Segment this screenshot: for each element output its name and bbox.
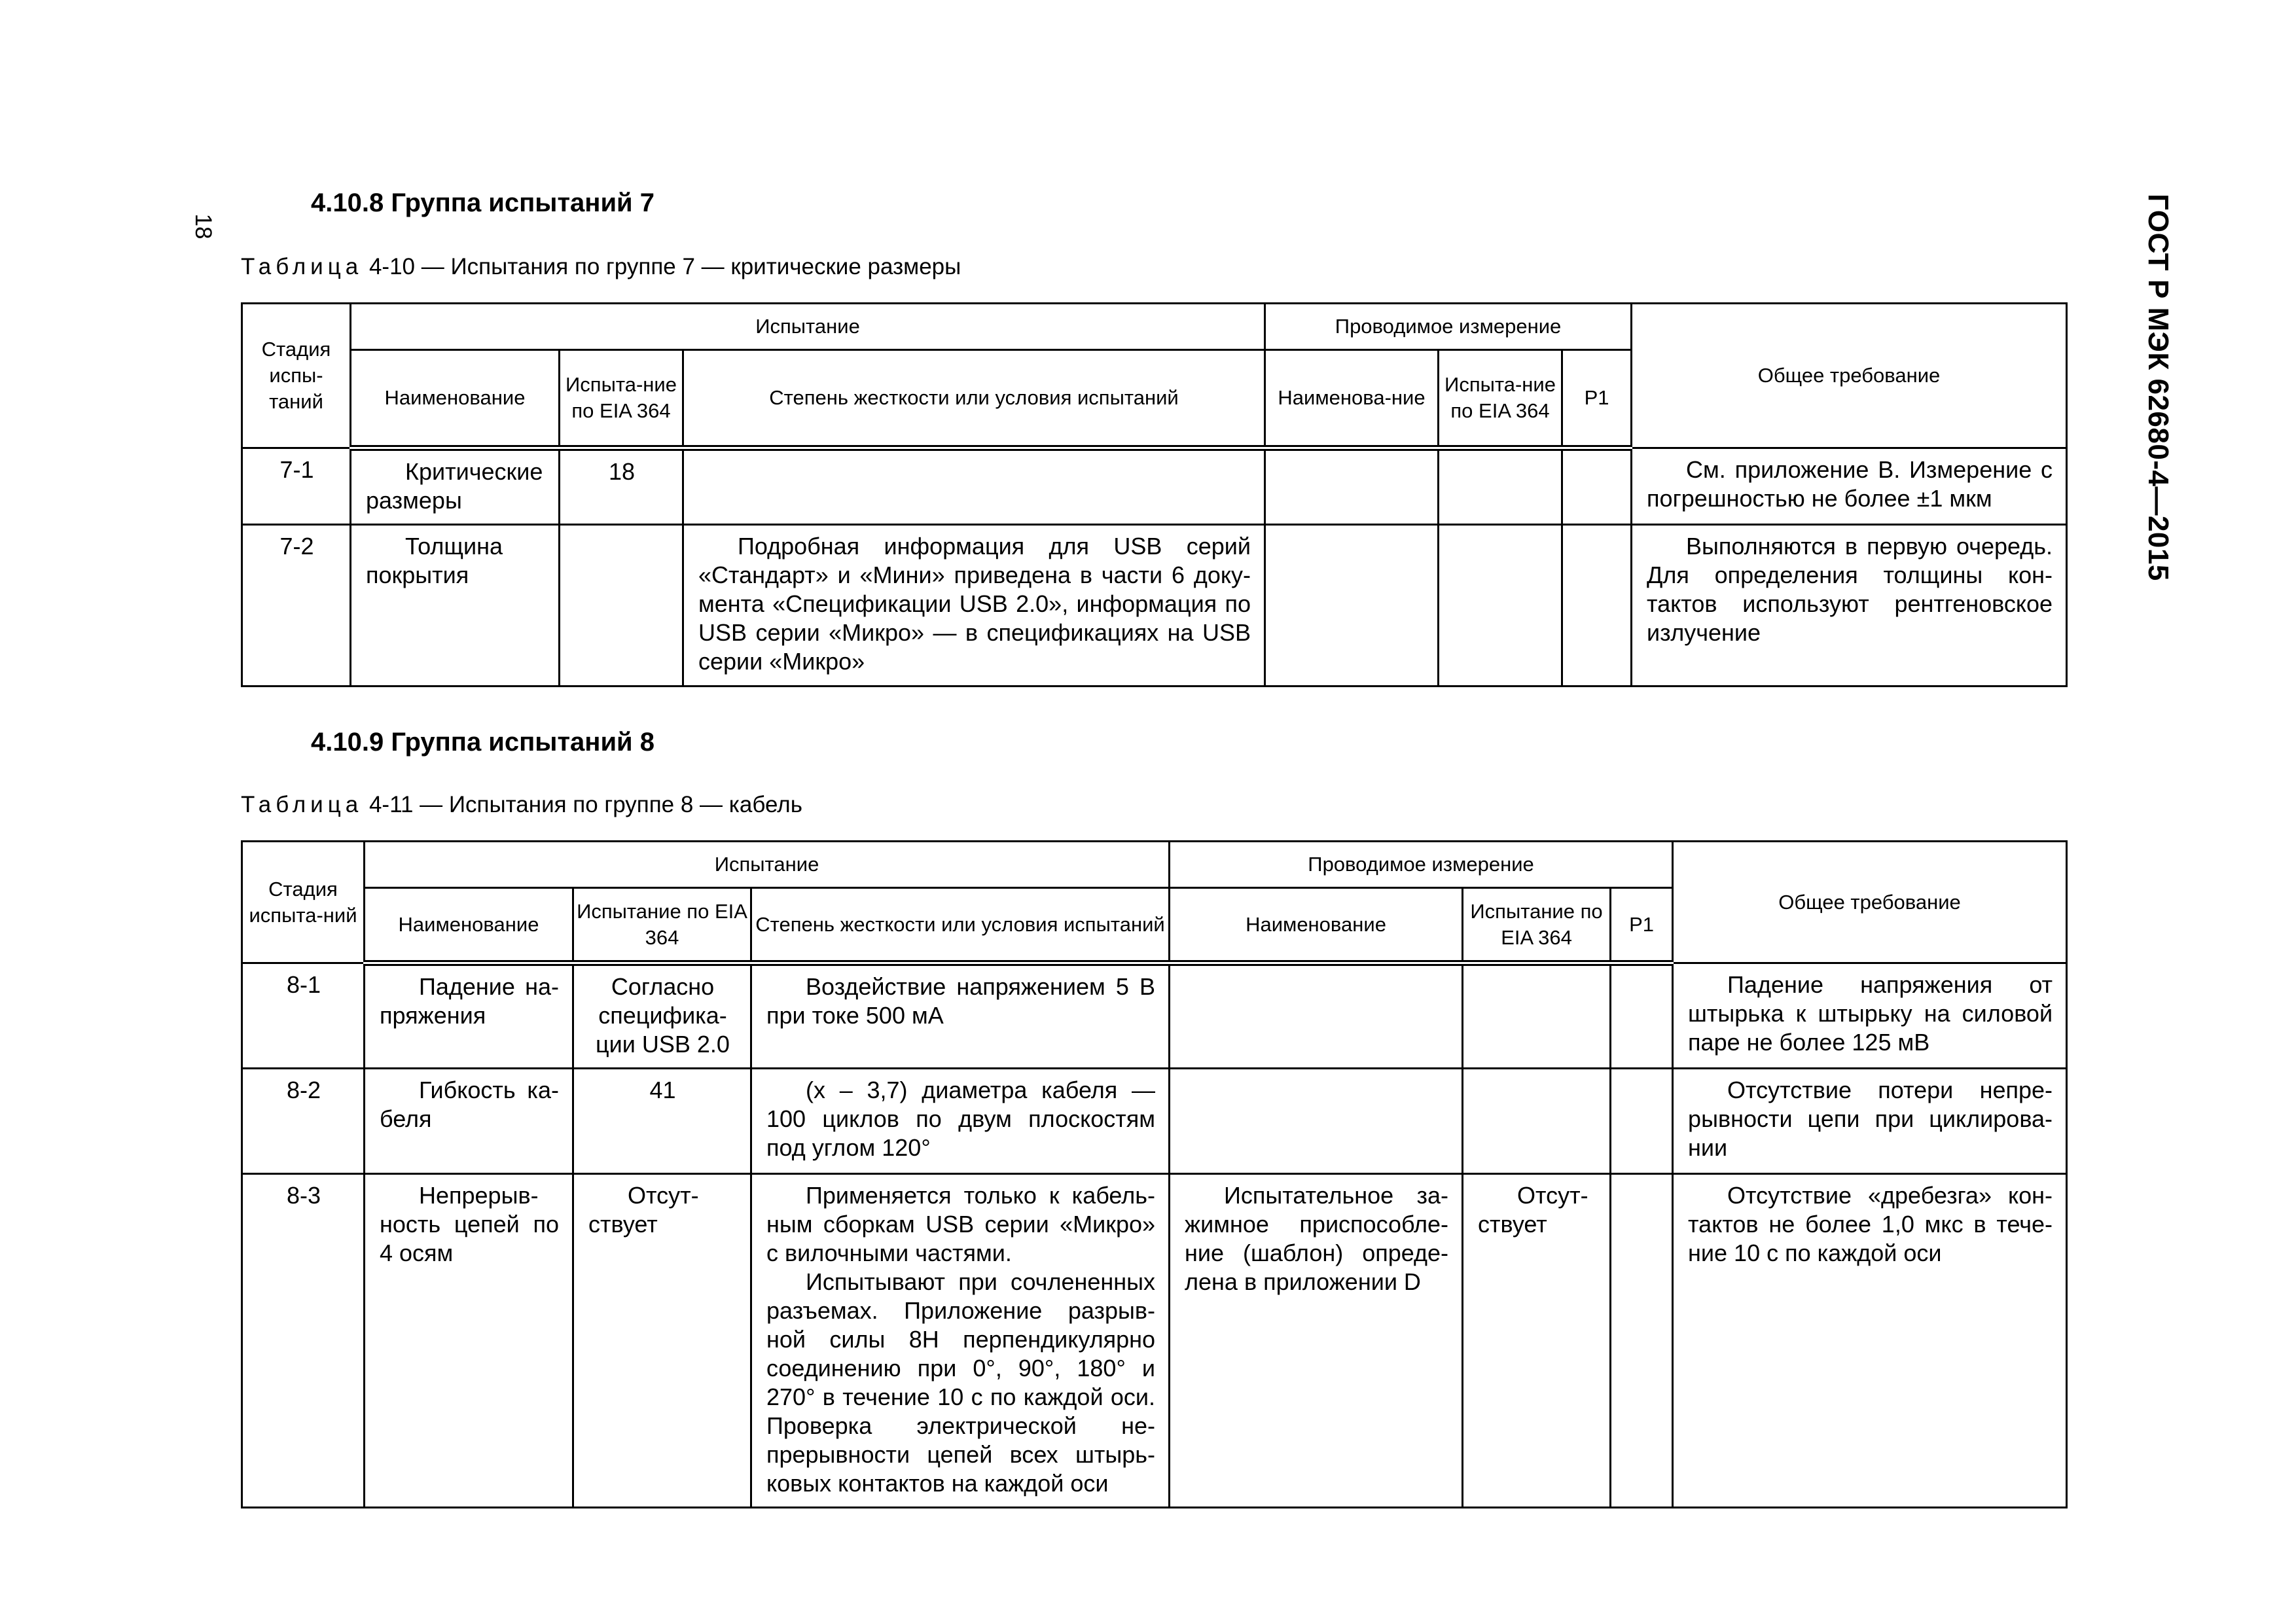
cell-stage: 8-3 (242, 1174, 365, 1508)
cell-name: Гибкость ка-беля (365, 1069, 573, 1174)
cell-p1 (1611, 1174, 1673, 1508)
header-meas-name: Наименова-ние (1265, 350, 1439, 448)
cell-meas-eia: Отсут-ствует (1463, 1174, 1611, 1508)
header-name: Наименование (351, 350, 560, 448)
header-meas-eia: Испыта-ние по EIA 364 (1439, 350, 1562, 448)
cell-p1 (1562, 525, 1632, 687)
caption-text: 4-11 — Испытания по группе 8 — кабель (368, 792, 802, 817)
cell-meas-name (1265, 525, 1439, 687)
cell-requirement: Отсутствие «дребезга» кон-тактов не более 1,0 мкс в тече-ние 10 с по каждой оси (1673, 1174, 2067, 1508)
header-measurement: Проводимое измерение (1265, 304, 1632, 350)
document-code: ГОСТ Р МЭК 62680-4—2015 (2142, 194, 2174, 581)
table-4-11 (241, 840, 2068, 1508)
header-p1: P1 (1611, 888, 1673, 963)
cell-eia: 41 (573, 1069, 751, 1174)
cell-eia (560, 525, 683, 687)
cell-stage: 8-2 (242, 1069, 365, 1174)
cell-meas-name (1170, 963, 1463, 1069)
cell-eia: Отсут-ствует (573, 1174, 751, 1508)
cell-severity (751, 1174, 1170, 1508)
cell-severity (683, 448, 1265, 525)
header-meas-name: Наименование (1170, 888, 1463, 963)
cell-name: Критические размеры (351, 448, 560, 525)
header-severity: Степень жесткости или условия испытаний (751, 888, 1170, 963)
severity-paragraph: Испытывают при сочлененных разъемах. Приложение разрыв-ной силы 8Н перпендикулярно соединению при 0°, 90°, 180° и 270° в течение 10 с по каждой оси. Проверка электрической не-прерывности цепей всех штырь-ковых контактов на каждой оси (766, 1268, 1156, 1497)
cell-stage: 7-1 (242, 448, 351, 525)
header-stage: Стадия испы-таний (242, 304, 351, 448)
table-row (242, 525, 2067, 687)
cell-requirement: Отсутствие потери непре-рывности цепи при циклирова-нии (1673, 1069, 2067, 1174)
caption-label: Таблица (241, 254, 363, 279)
table-4-10 (241, 302, 2068, 687)
table-caption-4-10 (241, 254, 961, 280)
cell-name: Падение на-пряжения (365, 963, 573, 1069)
header-severity: Степень жесткости или условия испытаний (683, 350, 1265, 448)
table-row (242, 963, 2067, 1069)
cell-meas-eia (1463, 963, 1611, 1069)
cell-meas-name (1265, 448, 1439, 525)
header-meas-eia: Испытание по EIA 364 (1463, 888, 1611, 963)
cell-meas-name (1170, 1069, 1463, 1174)
cell-p1 (1562, 448, 1632, 525)
cell-eia: 18 (560, 448, 683, 525)
cell-stage: 7-2 (242, 525, 351, 687)
section-heading-4-10-9: 4.10.9 Группа испытаний 8 (311, 728, 655, 757)
cell-eia: Согласно специфика-ции USB 2.0 (573, 963, 751, 1069)
cell-p1 (1611, 1069, 1673, 1174)
header-test: Испытание (351, 304, 1265, 350)
table-caption-4-11 (241, 792, 802, 818)
cell-meas-name: Испытательное за-жимное приспособле-ние (шаблон) опреде-лена в приложении D (1170, 1174, 1463, 1508)
header-stage: Стадия испыта-ний (242, 842, 365, 963)
cell-name: Непрерыв-ность цепей по 4 осям (365, 1174, 573, 1508)
severity-paragraph: Применяется только к кабель-ным сборкам USB серии «Микро» с вилочными частями. (766, 1182, 1156, 1266)
caption-text: 4-10 — Испытания по группе 7 — критические размеры (368, 254, 961, 279)
header-test: Испытание (365, 842, 1170, 888)
cell-meas-eia (1439, 525, 1562, 687)
cell-meas-eia (1463, 1069, 1611, 1174)
cell-severity: (x – 3,7) диаметра кабеля — 100 циклов по двум плоскостям под углом 120° (751, 1069, 1170, 1174)
cell-requirement: Выполняются в первую очередь. Для определения толщины кон-тактов используют рентгеновское излучение (1632, 525, 2067, 687)
header-requirement: Общее требование (1632, 304, 2067, 448)
caption-label: Таблица (241, 792, 363, 817)
cell-meas-eia (1439, 448, 1562, 525)
header-p1: P1 (1562, 350, 1632, 448)
cell-p1 (1611, 963, 1673, 1069)
cell-requirement: См. приложение В. Измерение с погрешностью не более ±1 мкм (1632, 448, 2067, 525)
page-number: 18 (190, 213, 216, 240)
section-heading-4-10-8: 4.10.8 Группа испытаний 7 (311, 188, 655, 217)
table-row (242, 448, 2067, 525)
table-row (242, 1069, 2067, 1174)
cell-requirement: Падение напряжения от штырька к штырьку на силовой паре не более 125 мВ (1673, 963, 2067, 1069)
cell-severity: Воздействие напряжением 5 В при токе 500 мА (751, 963, 1170, 1069)
cell-stage: 8-1 (242, 963, 365, 1069)
header-name: Наименование (365, 888, 573, 963)
cell-severity: Подробная информация для USB серий «Стандарт» и «Мини» приведена в части 6 доку-мента «Спецификации USB 2.0», информация по USB серии «Микро» — в спецификациях на USB серии «Микро» (683, 525, 1265, 687)
header-eia: Испыта-ние по EIA 364 (560, 350, 683, 448)
cell-name: Толщина покрытия (351, 525, 560, 687)
table-row (242, 1174, 2067, 1508)
header-requirement: Общее требование (1673, 842, 2067, 963)
header-measurement: Проводимое измерение (1170, 842, 1673, 888)
header-eia: Испытание по EIA 364 (573, 888, 751, 963)
